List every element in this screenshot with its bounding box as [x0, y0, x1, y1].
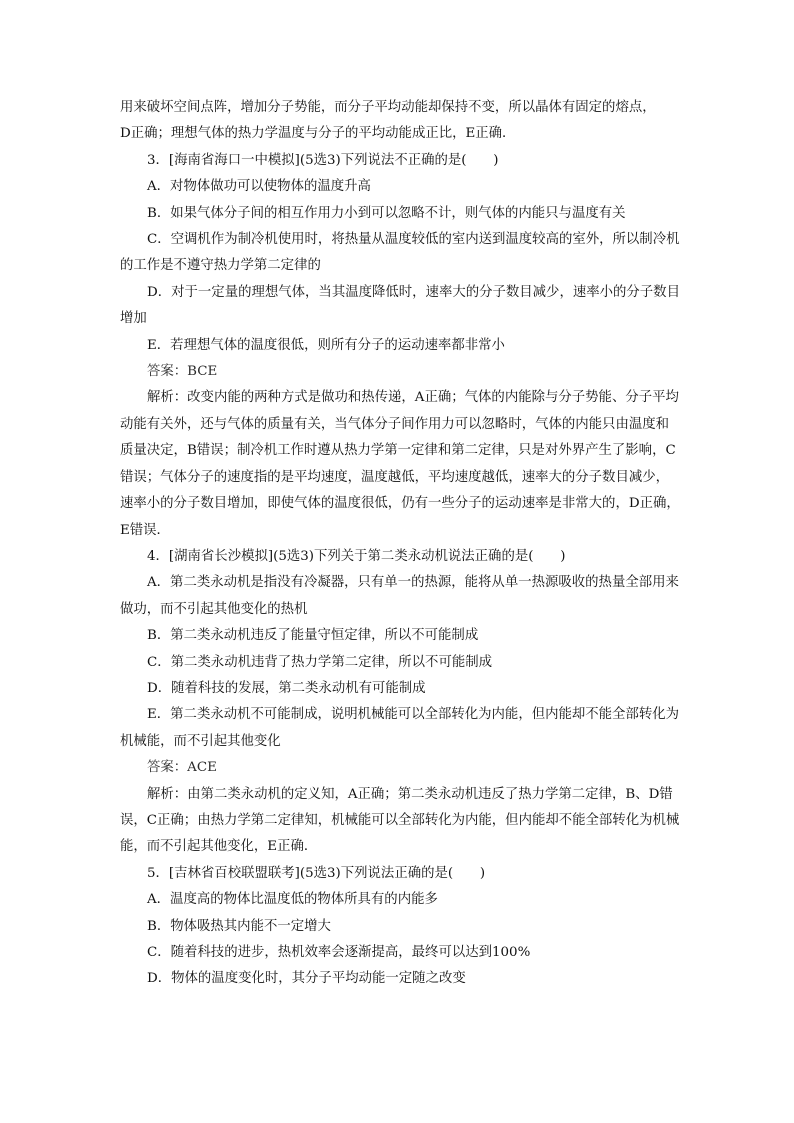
- explanation: 解析：由第二类永动机的定义知，A正确；第二类永动机违反了热力学第二定律，B、D错误，C正确；由热力学第二定律知，机械能可以全部转化为内能，但内能却不能全部转化为机械能，而不引起其他变化，E正确．: [120, 786, 680, 855]
- question-4: [120, 544, 680, 861]
- intro-line: 用来破坏空间点阵，增加分子势能，而分子平均动能却保持不变，所以晶体有固定的熔点，: [120, 100, 656, 115]
- option-a: A．第二类永动机是指没有冷凝器，只有单一的热源，能将从单一热源吸收的热量全部用来做功，而不引起其他变化的热机: [120, 575, 679, 617]
- option-c: C．第二类永动机违背了热力学第二定律，所以不可能制成: [147, 654, 493, 670]
- page-content: [120, 95, 680, 993]
- question-3: [120, 148, 680, 544]
- option-d: D．随着科技的发展，第二类永动机有可能制成: [147, 680, 426, 696]
- option-d: D．对于一定量的理想气体，当其温度降低时，速率大的分子数目减少，速率小的分子数目增加: [120, 284, 680, 327]
- intro-line: D正确；理想气体的热力学温度与分子的平均动能成正比，E正确．: [120, 126, 516, 142]
- question-stem: 5．[吉林省百校联盟联考](5选3)下列说法正确的是( ): [147, 865, 486, 881]
- answer: 答案：BCE: [147, 364, 218, 380]
- question-5: [120, 861, 680, 993]
- option-b: B．物体吸热其内能不一定增大: [147, 918, 331, 934]
- option-c: C．空调机作为制冷机使用时，将热量从温度较低的室内送到温度较高的室外，所以制冷机的工作是不遵守热力学第二定律的: [120, 232, 680, 274]
- option-e: E．若理想气体的温度很低，则所有分子的运动速率都非常小: [147, 337, 505, 353]
- option-a: A．温度高的物体比温度低的物体所具有的内能多: [147, 892, 438, 908]
- option-a: A．对物体做功可以使物体的温度升高: [147, 179, 371, 195]
- answer: 答案：ACE: [147, 760, 217, 776]
- explanation: 解析：改变内能的两种方式是做功和热传递，A正确；气体的内能除与分子势能、分子平均动能有关外，还与气体的质量有关，当气体分子间作用力可以忽略时，气体的内能只由温度和质量决定，B错误；制冷机工作时遵从热力学第一定律和第二定律，只是对外界产生了影响，C错误；气体分子的速度指的是平均速度，温度越低，平均速度越低，速率大的分子数目减少，速率小的分子数目增加，即使气体的温度很低，仍有一些分子的运动速率是非常大的，D正确，E错误．: [120, 390, 680, 538]
- option-b: B．如果气体分子间的相互作用力小到可以忽略不计，则气体的内能只与温度有关: [147, 205, 626, 221]
- option-d: D．物体的温度变化时，其分子平均动能一定随之改变: [147, 971, 466, 987]
- question-stem: 4．[湖南省长沙模拟](5选3)下列关于第二类永动机说法正确的是( ): [147, 548, 566, 564]
- option-c: C．随着科技的进步，热机效率会逐渐提高，最终可以达到100%: [147, 945, 531, 960]
- question-stem: 3．[海南省海口一中模拟](5选3)下列说法不正确的是( ): [147, 152, 499, 168]
- option-b: B．第二类永动机违反了能量守恒定律，所以不可能制成: [147, 628, 479, 644]
- option-e: E．第二类永动机不可能制成，说明机械能可以全部转化为内能，但内能却不能全部转化为机械能，而不引起其他变化: [120, 707, 680, 749]
